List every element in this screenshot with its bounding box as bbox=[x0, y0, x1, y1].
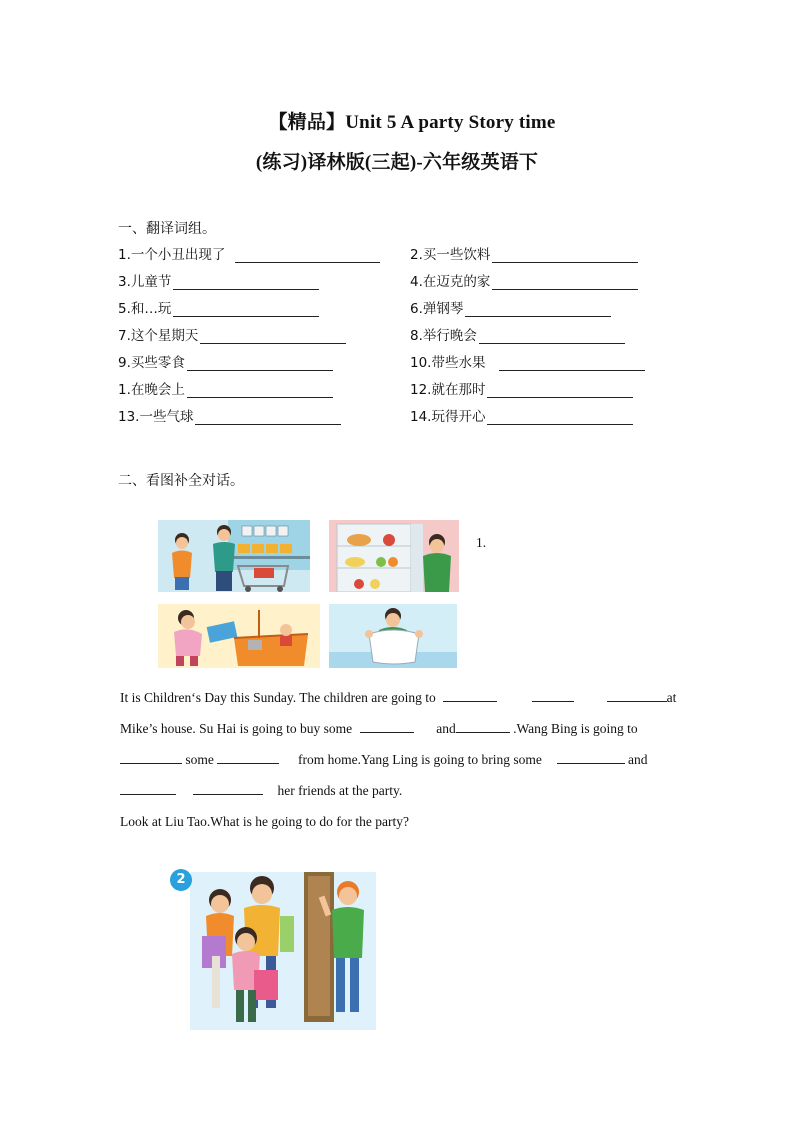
phrase-item: 3.儿童节 bbox=[118, 270, 319, 290]
party-arrival-illustration bbox=[168, 866, 378, 1030]
phrase-item: 9.买些零食 bbox=[118, 351, 333, 371]
magic-cloth-illustration bbox=[329, 604, 457, 668]
paragraph-line-1: It is Children‘s Day this Sunday. The children are going to at bbox=[120, 690, 677, 705]
shopping-illustration bbox=[158, 520, 310, 592]
toys-illustration bbox=[158, 604, 320, 668]
picture-2-badge: 2 bbox=[170, 869, 192, 891]
title-line-1: 【精品】Unit 5 A party Story time bbox=[268, 112, 556, 133]
phrase-item: 2.买一些饮料 bbox=[410, 243, 638, 263]
phrase-item: 12.就在那时 bbox=[410, 378, 633, 398]
phrase-item: 1.在晚会上 bbox=[118, 378, 333, 398]
question-text: Look at Liu Tao.What is he going to do for the party? bbox=[120, 814, 409, 829]
paragraph-line-2: Mike’s house. Su Hai is going to buy some and .Wang Bing is going to bbox=[120, 721, 638, 736]
section-2-heading: 二、看图补全对话。 bbox=[118, 473, 244, 489]
title-line-2: (练习)译林版(三起)-六年级英语下 bbox=[255, 152, 539, 173]
phrase-item: 7.这个星期天 bbox=[118, 324, 346, 344]
phrase-item: 8.举行晚会 bbox=[410, 324, 625, 344]
phrase-item: 6.弹钢琴 bbox=[410, 297, 611, 317]
phrase-item: 1.一个小丑出现了 bbox=[118, 243, 380, 263]
phrase-item: 5.和…玩 bbox=[118, 297, 319, 317]
picture-1-label: 1. bbox=[476, 535, 487, 550]
section-1-heading: 一、翻译词组。 bbox=[118, 221, 216, 237]
phrase-item: 14.玩得开心 bbox=[410, 405, 633, 425]
phrase-item: 13.一些气球 bbox=[118, 405, 341, 425]
paragraph-line-3: some from home.Yang Ling is going to bring some and bbox=[120, 751, 676, 768]
fridge-illustration bbox=[329, 520, 459, 592]
paragraph-line-4: her friends at the party. bbox=[120, 782, 676, 799]
phrase-item: 10.带些水果 bbox=[410, 351, 645, 371]
phrase-item: 4.在迈克的家 bbox=[410, 270, 638, 290]
